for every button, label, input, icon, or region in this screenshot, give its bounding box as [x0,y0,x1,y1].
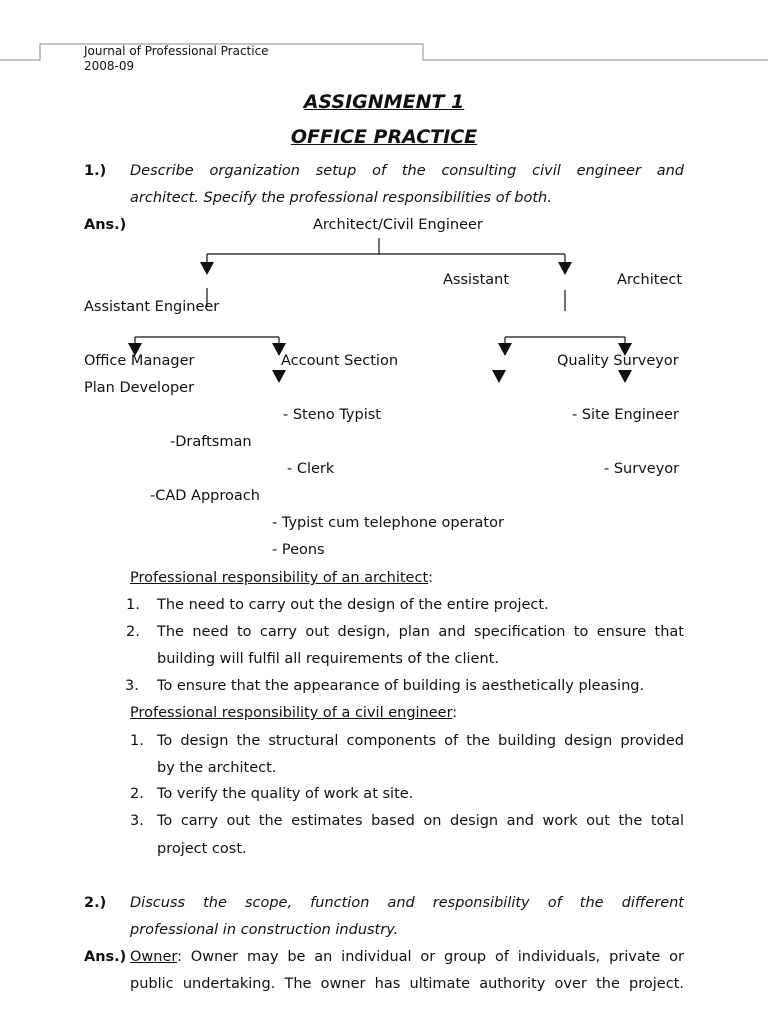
owner-term: Owner [130,949,178,965]
architect-item-3-text: To ensure that the appearance of building is aesthetically pleasing. [157,678,645,694]
question-1-line-1: Describe organization setup of the consulting civil engineer and [130,163,684,179]
chart-assistant-label: Assistant [443,272,510,288]
architect-resp-heading: Professional responsibility of an architect: [130,570,434,586]
architect-item-2-text: The need to carry out design, plan and specification to ensure that [157,624,684,640]
chart-quality-surveyor-label: Quality Surveyor [557,353,679,369]
engineer-item-1-number: 1. [130,733,144,749]
engineer-resp-heading: Professional responsibility of a civil engineer: [130,705,458,721]
chart-clerk-label: - Clerk [287,461,335,477]
architect-item-1-text: The need to carry out the design of the entire project. [157,597,549,613]
engineer-item-2-number: 2. [130,786,144,802]
chart-surveyor-label: - Surveyor [604,461,680,477]
chart-typist-label: - Typist cum telephone operator [272,515,504,531]
architect-item-2-text-cont: building will fulfil all requirements of the client. [157,651,499,667]
chart-steno-typist-label: - Steno Typist [283,407,381,423]
engineer-item-1-text-cont: by the architect. [157,760,277,776]
chart-office-manager-label: Office Manager [84,353,195,369]
question-2-line-2: professional in construction industry. [130,922,399,938]
journal-year: 2008-09 [84,59,135,73]
chart-peons-label: - Peons [272,542,325,558]
answer-2-label: Ans.) [84,949,127,965]
question-1-line-2: architect. Specify the professional responsibilities of both. [130,190,552,206]
answer-2-line-1: Owner: Owner may be an individual or group of individuals, private or [130,949,684,965]
question-2-number: 2.) [84,895,107,911]
chart-root-label: Architect/Civil Engineer [313,217,483,233]
architect-item-3-number: 3. [125,678,139,694]
engineer-item-1-text: To design the structural components of the building design provided [157,733,684,749]
section-subtitle: OFFICE PRACTICE [290,126,478,148]
chart-draftsman-label: -Draftsman [170,434,252,450]
question-1-number: 1.) [84,163,107,179]
chart-cad-label: -CAD Approach [150,488,260,504]
engineer-item-3-text: To carry out the estimates based on design and work out the total [157,813,684,829]
engineer-item-3-text-cont: project cost. [157,841,247,857]
chart-assistant-engineer-label: Assistant Engineer [84,299,220,315]
assignment-title: ASSIGNMENT 1 [303,91,465,113]
question-2-line-1: Discuss the scope, function and responsibility of the different [130,895,684,911]
chart-account-section-label: Account Section [281,353,399,369]
architect-item-1-number: 1. [126,597,140,613]
architect-item-2-number: 2. [126,624,140,640]
engineer-item-2-text: To verify the quality of work at site. [157,786,414,802]
chart-plan-developer-label: Plan Developer [84,380,195,396]
answer-1-label: Ans.) [84,217,127,233]
chart-site-engineer-label: - Site Engineer [572,407,679,423]
journal-title: Journal of Professional Practice [84,44,269,58]
engineer-item-3-number: 3. [130,813,144,829]
answer-2-line-2: public undertaking. The owner has ultimate authority over the project. [130,976,684,992]
chart-architect-label: Architect [617,272,683,288]
